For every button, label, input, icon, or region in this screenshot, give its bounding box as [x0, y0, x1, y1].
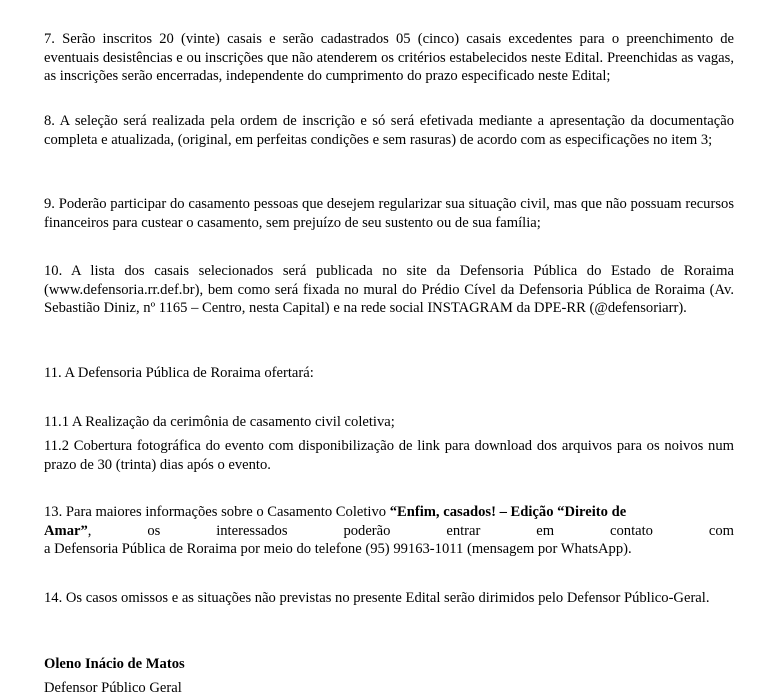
item-13-event-name: “Enfim, casados! – Edição “Direito de — [389, 504, 627, 520]
item-13-text-start: 13. Para maiores informações sobre o Casamento Coletivo — [44, 504, 390, 520]
item-13-line-1 — [44, 503, 734, 522]
paragraph-item-14: 14. Os casos omissos e as situações não previstas no presente Edital serão dirimidos pelo Defensor Público-Geral. — [44, 590, 710, 606]
item-13-line-2 — [44, 522, 734, 541]
paragraph-item-7: 7. Serão inscritos 20 (vinte) casais e serão cadastrados 05 (cinco) casais excedentes para o preenchimento de eventuais desistências e ou inscrições que não atenderem os critérios estabelecidos neste Edital. Preenchidas as vagas, as inscrições serão encerradas, independente do cumprimento do prazo especificado neste Edital; — [44, 31, 734, 84]
paragraph-item-11: 11. A Defensoria Pública de Roraima ofertará: — [44, 365, 314, 381]
item-13-word-1: os — [147, 522, 161, 539]
item-13-word-5: em — [536, 522, 555, 539]
item-13-word-7: com — [708, 522, 734, 539]
signature-title: Defensor Público Geral — [44, 680, 182, 696]
item-13-word-4: entrar — [446, 522, 481, 539]
item-13-word-6: contato — [610, 522, 653, 539]
paragraph-item-11-1: 11.1 A Realização da cerimônia de casamento civil coletiva; — [44, 414, 395, 430]
paragraph-item-8: 8. A seleção será realizada pela ordem de inscrição e só será efetivada mediante a apresentação da documentação completa e atualizada, (original, em perfeitas condições e sem rasuras) de acordo com as especificações no item 3; — [44, 113, 734, 148]
item-13-line-3: a Defensoria Pública de Roraima por meio do telefone (95) 99163-1011 (mensagem por WhatsApp). — [44, 541, 632, 557]
item-13-word-3: poderão — [343, 522, 391, 539]
signature-name: Oleno Inácio de Matos — [44, 656, 185, 672]
item-13-word-0: , — [87, 522, 92, 539]
paragraph-item-9: 9. Poderão participar do casamento pessoas que desejem regularizar sua situação civil, mas que não possuam recursos financeiros para custear o casamento, sem prejuízo de seu sustento ou de sua família; — [44, 196, 734, 231]
paragraph-item-10: 10. A lista dos casais selecionados será publicada no site da Defensoria Pública do Estado de Roraima (www.defensoria.rr.def.br), bem como será fixada no mural do Prédio Cível da Defensoria Pública de Roraima (Av. Sebastião Diniz, nº 1165 – Centro, nesta Capital) e na rede social INSTAGRAM da DPE-RR (@defensoriarr). — [44, 263, 734, 316]
paragraph-item-11-2: 11.2 Cobertura fotográfica do evento com disponibilização de link para download dos arquivos para os noivos num prazo de 30 (trinta) dias após o evento. — [44, 438, 734, 473]
paragraph-item-13 — [44, 503, 734, 559]
item-13-event-name-end: Amar” — [44, 522, 88, 539]
item-13-word-2: interessados — [216, 522, 288, 539]
